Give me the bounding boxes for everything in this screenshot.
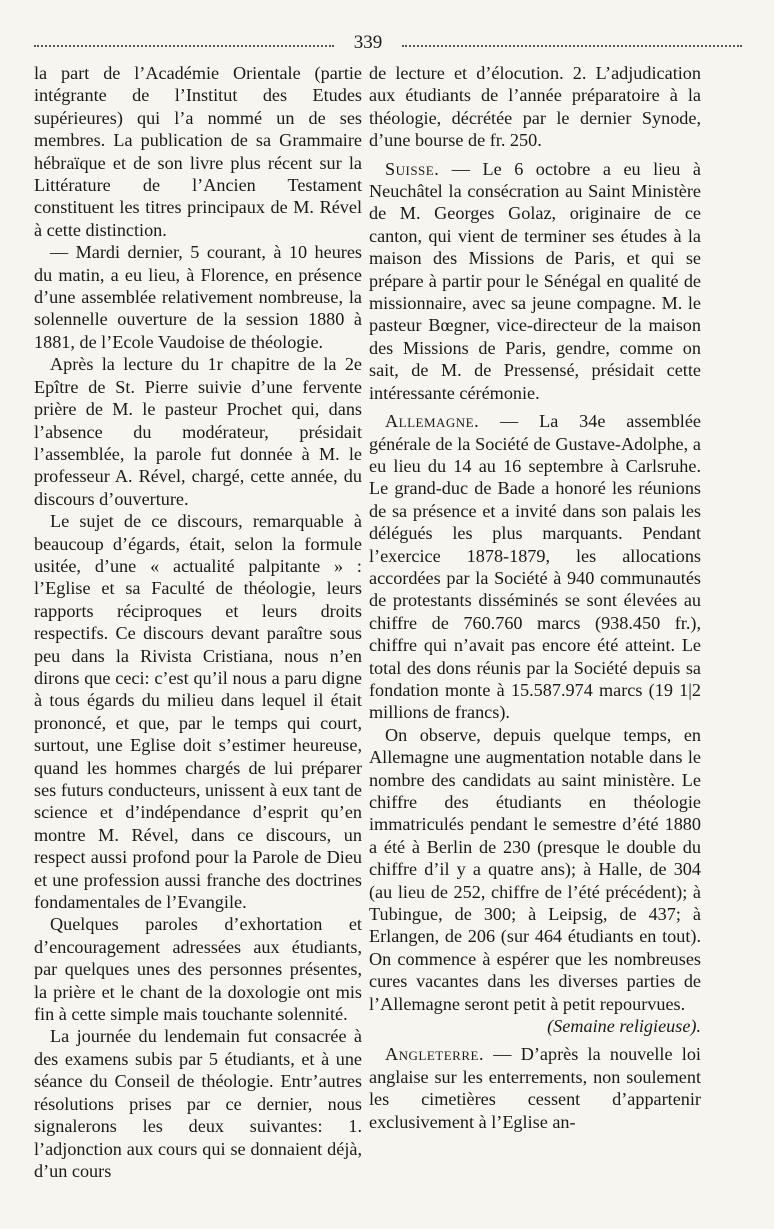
news-item-suisse [369, 158, 701, 404]
news-item-angleterre [369, 1043, 701, 1133]
section-label: Suisse. [385, 158, 440, 179]
paragraph: de lecture et d’élocution. 2. L’adjudication aux étudiants de l’année préparatoire à la théologie, décrétée par le dernier Synode, d’une bourse de fr. 250. [369, 63, 701, 151]
right-column [369, 62, 701, 1133]
paragraph: Après la lecture du 1r chapitre de la 2e Epître de St. Pierre suivie d’une fervente prière de M. le pasteur Prochet qui, dans l’absence du modérateur, présidait l’assemblée, la parole fut donnée à M. le professeur A. Rével, chargé, cette année, du discours d’ouverture. [34, 354, 362, 509]
paragraph: — Mardi dernier, 5 courant, à 10 heures du matin, a eu lieu, à Florence, en présence d’une assemblée relativement nombreuse, la solennelle ouverture de la session 1880 à 1881, de l’Ecole Vaudoise de théologie. [34, 242, 362, 352]
header-rule-left [34, 45, 334, 47]
source-attribution: (Semaine religieuse). [547, 1016, 701, 1037]
left-column [34, 62, 362, 1182]
paragraph-text: — Le 6 octobre a eu lieu à Neuchâtel la consécration au Saint Ministère de M. Georges Golaz, originaire de ce canton, qui vient de terminer ses études à la maison des Missions de Paris, et qui se prépare à partir pour le Sénégal en qualité de missionnaire, avec sa jeune compagne. M. le pasteur Bœgner, vice-directeur de la maison des Missions de Paris, gendre, comme on sait, de M. de Pressensé, présidait cette intéressante cérémonie. [369, 158, 701, 403]
section-label: Angleterre. [385, 1044, 485, 1065]
paragraph: La journée du lendemain fut consacrée à des examens subis par 5 étudiants, et à une séance du Conseil de théologie. Entr’autres résolutions prises par ce dernier, nous signalerons les deux suivantes: 1. l’adjonction aux cours qui se donnaient déjà, d’un cours [34, 1026, 362, 1181]
paragraph: la part de l’Académie Orientale (partie intégrante de l’Institut des Etudes supérieures) qui l’a nommé un de ses membres. La publication de sa Grammaire hébraïque et de son livre plus récent sur la Littérature de l’Ancien Testament constituent les titres principaux de M. Rével à cette distinction. [34, 63, 362, 240]
paragraph: On observe, depuis quelque temps, en Allemagne une augmentation notable dans le nombre des candidats au saint ministère. Le chiffre des étudiants en théologie immatriculés pendant le semestre d’été 1880 a été à Berlin de 230 (presque le double du chiffre d’il y a quatre ans); à Halle, de 304 (au lieu de 252, chiffre de l’été précédent); à Tubingue, de 300; à Leipsig, de 437; à Erlangen, de 206 (sur 464 étudiants en tout). On commence à espérer que les nombreuses cures vacantes dans les diverses parties de l’Allemagne seront petit à petit repourvues. [369, 724, 701, 1014]
page-header [34, 30, 742, 56]
paragraph: Quelques paroles d’exhortation et d’encouragement adressées aux étudiants, par quelques unes des personnes présentes, la prière et le chant de la doxologie ont mis fin à cette simple mais touchante solennité. [34, 914, 362, 1025]
paragraph-text: — La 34e assemblée générale de la Société de Gustave-Adolphe, a eu lieu du 14 au 16 septembre à Carlsruhe. Le grand-duc de Bade a honoré les réunions de sa présence et a invité dans son palais les délégués les plus marquants. Pendant l’exercice 1878-1879, les allocations accordées par la Société à 940 communautés de protestants disséminés se sont élevées au chiffre de 760.760 marcs (938.450 fr.), chiffre qui n’avait pas encore été atteint. Le total des dons réunis par la Société depuis sa fondation monte à 15.587.974 marcs (19 1|2 millions de francs). [369, 411, 701, 723]
header-rule-right [402, 45, 742, 47]
paragraph-text: — D’après la nouvelle loi anglaise sur les enterrements, non soulement les cimetières cessent d’appartenir exclusivement à l’Eglise an- [369, 1044, 701, 1132]
page-number: 339 [353, 32, 383, 53]
section-label: Allemagne. [385, 411, 480, 432]
paragraph: Le sujet de ce discours, remarquable à beaucoup d’égards, était, selon la formule usitée, d’une « actualité palpitante » : l’Eglise et sa Faculté de théologie, leurs rapports réciproques et leurs droits respectifs. Ce discours devant paraître sous peu dans la Rivista Cristiana, nous n’en dirons que ceci: c’est qu’il nous a paru digne à tous égards du milieu dans lequel il était prononcé, et que, par le temps qui court, surtout, une Eglise doit s’estimer heureuse, quand les hommes chargés de lui préparer ses futurs conducteurs, unissent à eux tant de science et d’indépendance d’esprit qu’en montre M. Rével, dans ce discours, un respect aussi profond pour la Parole de Dieu et une profession aussi franche des doctrines fondamentales de l’Evangile. [34, 511, 362, 913]
news-item-allemagne [369, 410, 701, 724]
